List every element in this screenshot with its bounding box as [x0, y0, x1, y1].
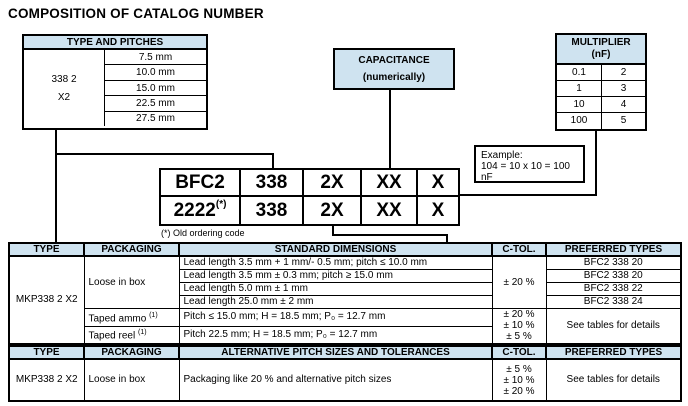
page-title: COMPOSITION OF CATALOG NUMBER: [8, 6, 264, 21]
type-code-line1: 338 2: [51, 73, 77, 85]
connector-line: [272, 153, 274, 168]
multiplier-code: 4: [620, 99, 627, 110]
old-prefix-asterisk: (*): [215, 199, 227, 210]
catalog-cell-multiplier-digit: X: [431, 199, 445, 221]
ctol-value: ± 10 %: [503, 320, 535, 332]
multiplier-row: [557, 81, 645, 97]
header-type: TYPE: [9, 346, 84, 359]
pitch-row: 27.5 mm: [136, 113, 175, 125]
ctol-value: ± 20 %: [503, 309, 535, 321]
pitch-row: 22.5 mm: [105, 96, 206, 111]
preferred-type-cell: BFC2 338 20: [546, 256, 681, 269]
table-header-row: [9, 346, 681, 359]
header-packaging: PACKAGING: [84, 243, 179, 256]
table-row: [9, 359, 681, 401]
header-preferred-types: PREFERRED TYPES: [546, 346, 681, 359]
multiplier-factor: 1: [557, 81, 602, 96]
multiplier-table: [555, 33, 647, 131]
table-header-row: [9, 243, 681, 256]
example-formula: 104 = 10 x 10 = 100 nF: [481, 161, 570, 183]
multiplier-factor: 0.1: [557, 65, 602, 80]
alternative-pitch-table: [8, 345, 682, 402]
multiplier-row: [557, 113, 645, 129]
footnote-marker: (1): [149, 311, 158, 319]
multiplier-row: [557, 97, 645, 113]
packaging-cell: Loose in box: [84, 359, 179, 401]
ctol-cell: ± 20 %: [492, 256, 546, 308]
catalog-cell-prefix-old: [161, 197, 241, 224]
connector-line: [446, 234, 448, 242]
pitch-list: [105, 50, 206, 126]
connector-line: [55, 153, 274, 155]
dimension-cell: Lead length 25.0 mm ± 2 mm: [179, 295, 492, 308]
header-preferred-types: PREFERRED TYPES: [546, 243, 681, 256]
header-standard-dimensions: STANDARD DIMENSIONS: [179, 243, 492, 256]
multiplier-factor: 100: [557, 113, 602, 129]
table-row: [9, 308, 681, 326]
dimension-cell: Pitch ≤ 15.0 mm; H = 18.5 mm; P₀ = 12.7 mm: [179, 308, 492, 326]
example-label: Example:: [481, 150, 523, 161]
preferred-type-cell: BFC2 338 24: [546, 295, 681, 308]
header-ctol: C-TOL.: [492, 346, 546, 359]
connector-line: [389, 90, 391, 168]
standard-dimensions-table: [8, 242, 682, 345]
ctol-value: ± 5 %: [506, 331, 532, 343]
type-code-line2: X2: [57, 91, 71, 103]
header-type: TYPE: [9, 243, 84, 256]
connector-line: [460, 194, 597, 196]
dimension-cell: Lead length 3.5 mm + 1 mm/- 0.5 mm; pitch ≤ 10.0 mm: [179, 256, 492, 269]
catalog-cell-series: 338: [241, 197, 304, 224]
connector-line: [595, 129, 597, 196]
multiplier-factor: 10: [557, 97, 602, 112]
example-box: [474, 145, 585, 183]
packaging-label: Taped ammo: [88, 312, 147, 324]
old-prefix-text: 2222: [173, 199, 216, 221]
multiplier-code: 5: [620, 115, 627, 126]
catalog-cell-multiplier-digit: X: [418, 170, 458, 197]
ctol-value: ± 5 %: [506, 363, 532, 375]
packaging-label: Taped reel: [88, 330, 136, 342]
preferred-type-cell: See tables for details: [546, 308, 681, 344]
ctol-value: ± 10 %: [503, 374, 535, 386]
connector-line: [332, 234, 448, 236]
capacitance-sublabel: (numerically): [362, 71, 426, 83]
multiplier-code: 3: [620, 83, 627, 94]
packaging-cell: [84, 308, 179, 326]
type-and-pitches-header: TYPE AND PITCHES: [24, 36, 206, 50]
dimension-cell: Packaging like 20 % and alternative pitch sizes: [179, 359, 492, 401]
table-row: [9, 256, 681, 269]
header-ctol: C-TOL.: [492, 243, 546, 256]
type-and-pitches-table: [22, 34, 208, 130]
catalog-cell-capacitance-digits: XX: [362, 197, 418, 224]
capacitance-label: CAPACITANCE: [358, 55, 430, 67]
type-code-cell: [24, 50, 105, 126]
ctol-value: ± 20 %: [503, 385, 535, 397]
pitch-row: 10.0 mm: [105, 65, 206, 80]
ctol-cell: [492, 308, 546, 344]
catalog-cell-pitch-code: 2X: [304, 170, 362, 197]
type-cell: MKP338 2 X2: [9, 256, 84, 344]
packaging-cell: [84, 326, 179, 344]
multiplier-code: 2: [620, 67, 627, 78]
old-ordering-code-footnote: (*) Old ordering code: [161, 228, 245, 238]
multiplier-header: [557, 35, 645, 65]
catalog-cell-series: 338: [241, 170, 304, 197]
header-packaging: PACKAGING: [84, 346, 179, 359]
ctol-cell: [492, 359, 546, 401]
catalog-cell-capacitance-digits: XX: [362, 170, 418, 197]
capacitance-box: [333, 48, 455, 90]
connector-line: [55, 129, 57, 242]
type-and-pitches-body: [24, 50, 206, 126]
preferred-type-cell: BFC2 338 22: [546, 282, 681, 295]
catalog-cell-pitch-code: 2X: [304, 197, 362, 224]
catalog-cell-prefix-new: BFC2: [161, 170, 241, 197]
multiplier-header-line2: (nF): [591, 49, 611, 60]
dimension-cell: Lead length 5.0 mm ± 1 mm: [179, 282, 492, 295]
dimension-cell: Lead length 3.5 mm ± 0.3 mm; pitch ≥ 15.0 mm: [179, 269, 492, 282]
preferred-type-cell: See tables for details: [546, 359, 681, 401]
catalog-number-grid: [159, 168, 460, 226]
packaging-cell: Loose in box: [84, 256, 179, 308]
header-alternative-pitch: ALTERNATIVE PITCH SIZES AND TOLERANCES: [179, 346, 492, 359]
type-cell: MKP338 2 X2: [9, 359, 84, 401]
multiplier-row: [557, 65, 645, 81]
dimension-cell: Pitch 22.5 mm; H = 18.5 mm; P₀ = 12.7 mm: [179, 326, 492, 344]
preferred-type-cell: BFC2 338 20: [546, 269, 681, 282]
pitch-row: 7.5 mm: [105, 50, 206, 65]
footnote-marker: (1): [137, 329, 147, 337]
multiplier-header-line1: MULTIPLIER: [571, 37, 631, 48]
pitch-row: 15.0 mm: [105, 81, 206, 96]
